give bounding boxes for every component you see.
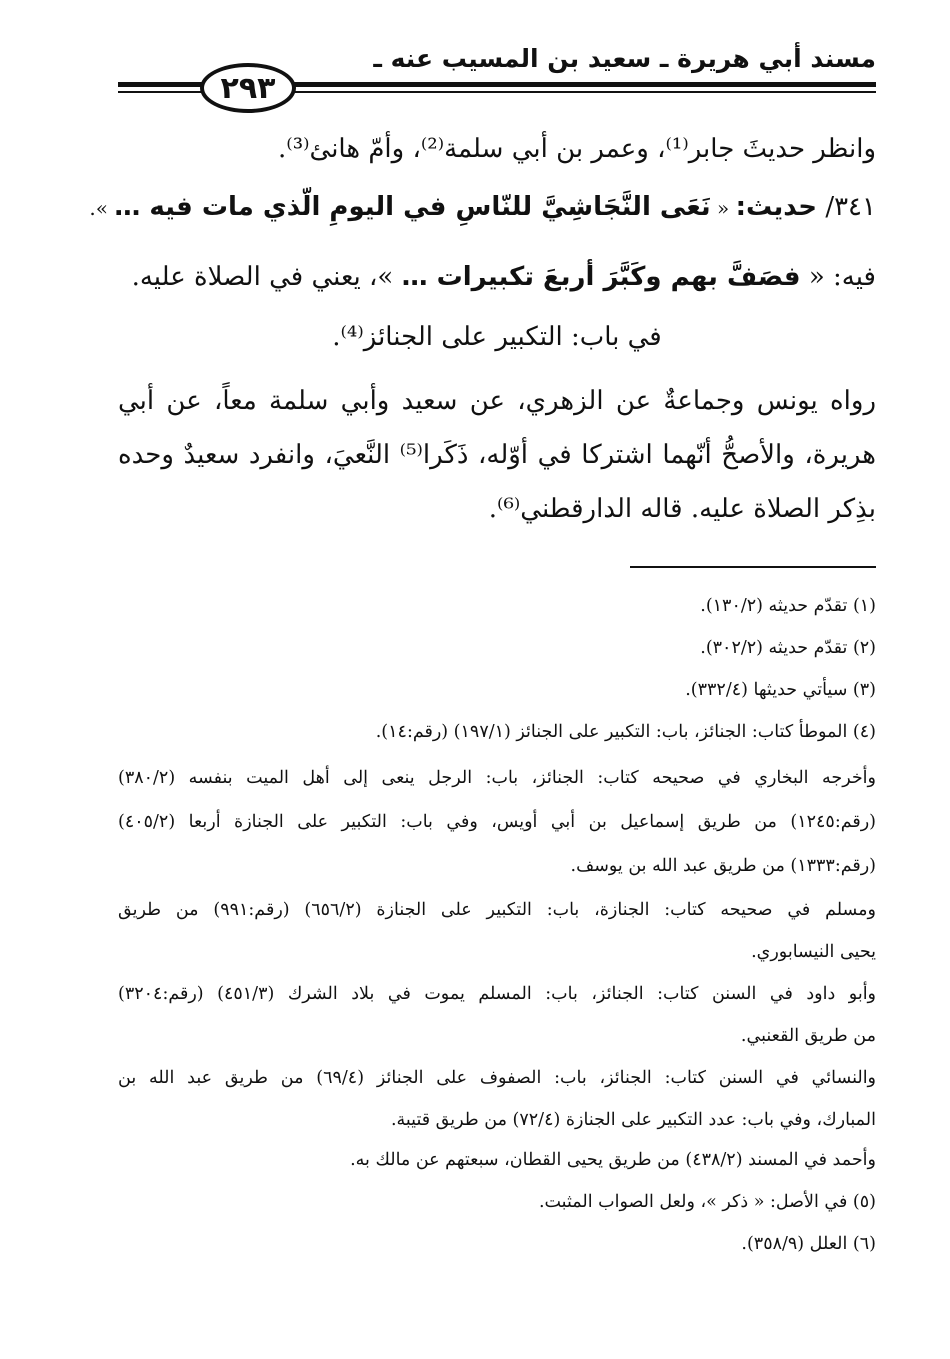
paragraph-line-3: بذِكر الصلاة عليه. قاله الدارقطني⁽⁶⁾. [488, 494, 876, 524]
footnote-1: (١) تقدّم حديثه (١٣٠/٢). [700, 596, 876, 616]
footnote-4-line-2: وأخرجه البخاري في صحيحه كتاب: الجنائز، باب: الرجل ينعى إلى أهل الميت بنفسه (٣٨٠/٢) [118, 768, 876, 788]
footnote-6: (٦) العلل (٣٥٨/٩). [741, 1234, 876, 1254]
paragraph-line-1: رواه يونس وجماعةٌ عن الزهري، عن سعيد وأبي سلمة معاً، عن أبي [118, 386, 876, 416]
hadith-label: حديث: [735, 192, 818, 222]
footnote-4-line-10: المبارك، وفي باب: عدد التكبير على الجنازة (٧٢/٤) من طريق قتيبة. [390, 1110, 876, 1130]
footnote-4-line-4: (رقم:١٣٣٣) من طريق عبد الله بن يوسف. [570, 856, 876, 876]
footnote-4-line-5: ومسلم في صحيحه كتاب: الجنازة، باب: التكبير على الجنازة (٦٥٦/٢) (رقم:٩٩١) من طريق [118, 900, 876, 920]
footnote-separator [630, 566, 876, 568]
footnote-4-line-9: والنسائي في السنن كتاب: الجنائز، باب: الصفوف على الجنائز (٦٩/٤) من طريق عبد الله بن [118, 1068, 877, 1088]
quote-open: « [710, 196, 736, 220]
hadith-title: نَعَى النَّجَاشِيَّ للنّاسِ في اليومِ الّذي مات فيه … [114, 192, 711, 222]
footnote-4-line-3: (رقم:١٢٤٥) من طريق إسماعيل بن أبي أويس، وفي باب: التكبير على الجنازة أربعا (٤٠٥/٢) [118, 812, 876, 832]
fihi-line [132, 262, 876, 292]
footnote-3: (٣) سيأتي حديثها (٣٣٢/٤). [685, 680, 876, 700]
hadith-number: ٣٤١/ [825, 192, 876, 222]
footnote-5: (٥) في الأصل: « ذكر »، ولعل الصواب المثبت. [538, 1192, 876, 1212]
hadith-heading [89, 192, 876, 222]
footnote-4-line-6: يحيى النيسابوري. [751, 942, 876, 962]
running-title: مسند أبي هريرة ـ سعيد بن المسيب عنه ـ [373, 44, 876, 73]
paragraph-line-2: هريرة، والأصحُّ أنّهما اشتركا في أوّله، ذَكَرا⁽⁵⁾ النَّعيَ، وانفرد سعيدٌ وحده [118, 440, 876, 470]
footnote-4: (٤) الموطأ كتاب: الجنائز، باب: التكبير على الجنائز (١٩٧/١) (رقم:١٤). [375, 722, 876, 742]
footnote-4-line-7: وأبو داود في السنن كتاب: الجنائز، باب: المسلم يموت في بلاد الشرك (٤٥١/٣) (رقم:٣٢٠٤) [118, 984, 877, 1004]
page-number: ٢٩٣ [200, 63, 296, 113]
quote-close: ». [89, 196, 115, 220]
footnote-2: (٢) تقدّم حديثه (٣٠٢/٢). [700, 638, 876, 658]
footnote-4-line-11: وأحمد في المسند (٤٣٨/٢) من طريق يحيى القطان، سبعتهم عن مالك به. [350, 1150, 876, 1170]
body-line-cross-reference: وانظر حديثَ جابر⁽¹⁾، وعمر بن أبي سلمة⁽²⁾، وأمّ هانئ⁽³⁾. [278, 134, 876, 164]
chapter-reference: في باب: التكبير على الجنائز⁽⁴⁾. [332, 322, 662, 352]
fihi-after: »، يعني في الصلاة عليه. [131, 262, 402, 292]
fihi-label: فيه: « [800, 262, 876, 292]
fihi-text: فصَفَّ بهم وكَبَّرَ أربعَ تكبيرات … [401, 262, 801, 292]
footnote-4-line-8: من طريق القعنبي. [740, 1026, 876, 1046]
